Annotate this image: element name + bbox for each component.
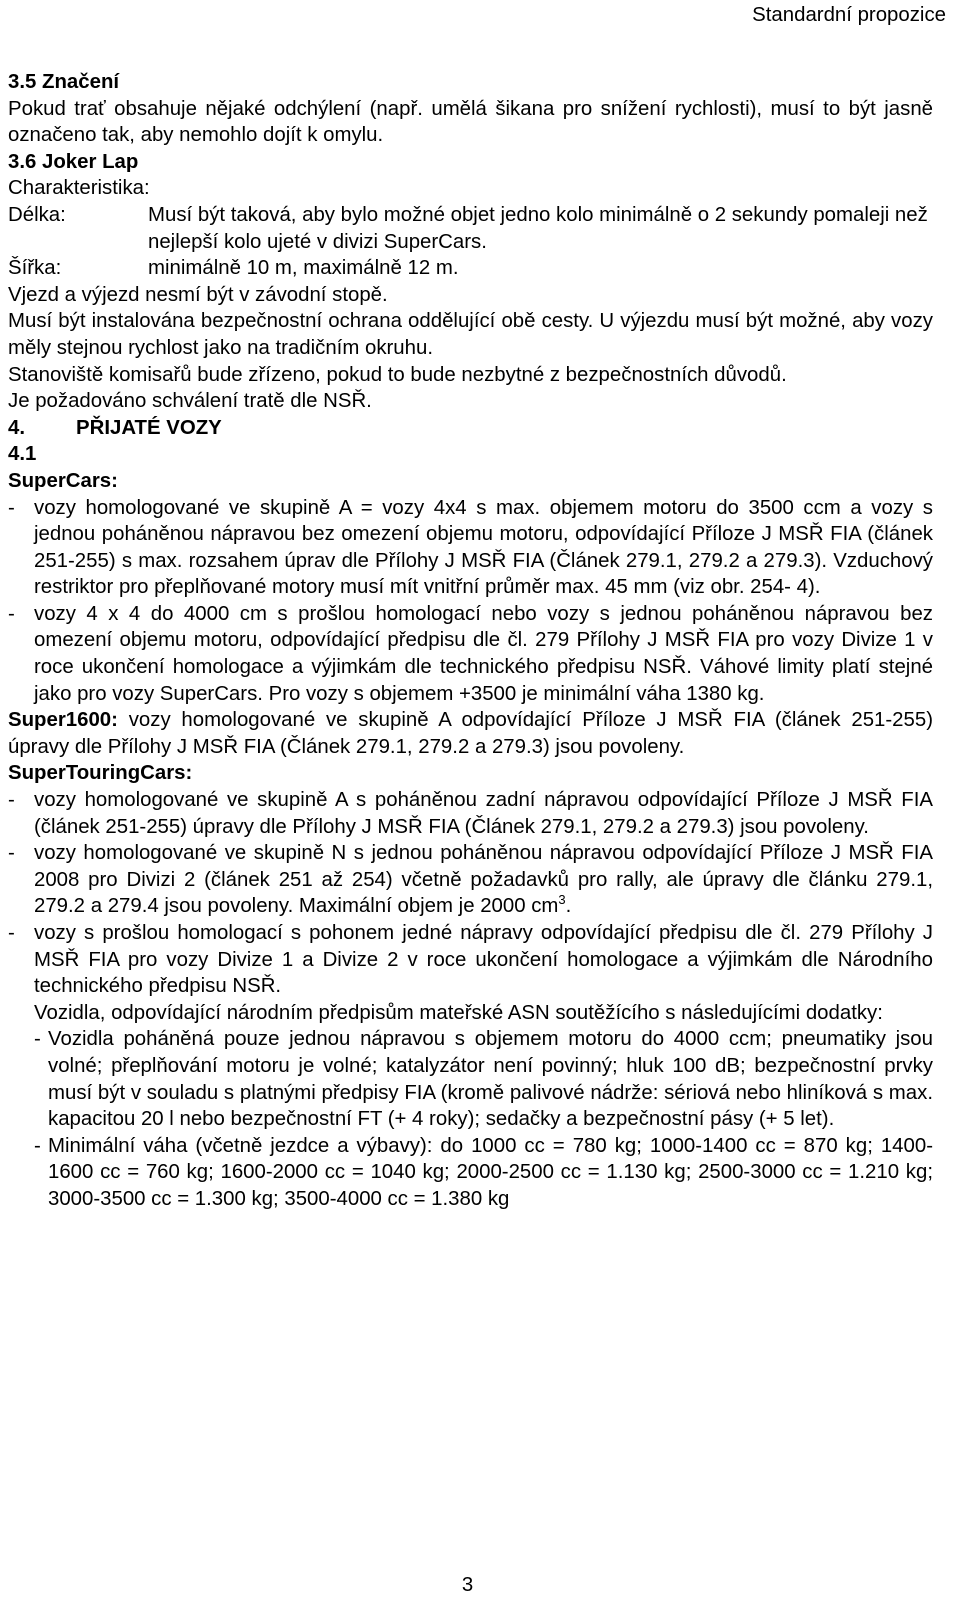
list-item: [8, 920, 933, 1000]
list-item: [8, 840, 933, 920]
list-dash: -: [8, 496, 15, 519]
section-3-6-title: 3.6 Joker Lap: [8, 150, 139, 173]
stc-item-1: vozy homologované ve skupině A s poháněnou zadní nápravou odpovídající Příloze J MSŘ FIA (článek 251-255) úpravy dle Přílohy J MSŘ FIA (Článek 279.1, 279.2 a 279.3) jsou povoleny.: [34, 789, 933, 838]
list-dash: -: [8, 602, 15, 625]
stc-item-2-end: .: [565, 895, 572, 918]
super1600-paragraph: [8, 707, 933, 760]
supertouringcars-title: SuperTouringCars:: [8, 762, 193, 785]
sub-list-item: [8, 1026, 933, 1132]
super1600-title: Super1600:: [8, 709, 118, 732]
stc-item-2: [34, 840, 933, 920]
width-row: [8, 255, 933, 282]
joker-paragraph-2: Musí být instalována bezpečnostní ochrana oddělující obě cesty. U výjezdu musí být možné, aby vozy měly stejnou rychlost jako na tradičním okruhu.: [8, 310, 933, 359]
document-body: [8, 69, 933, 1213]
width-label: Šířka:: [8, 257, 62, 280]
sub-list-dash: -: [34, 1134, 41, 1157]
supercars-item-2: vozy 4 x 4 do 4000 cm s prošlou homologací nebo vozy s jednou poháněnou nápravou bez omezení objemu motoru, odpovídající předpisu dle čl. 279 Přílohy J MSŘ FIA pro vozy Divize 1 v roce ukončení homologace a výjimkám dle technického předpisu NSŘ. Váhové limity platí stejné jako pro vozy SuperCars. Pro vozy s objemem +3500 je minimální váha 1380 kg.: [34, 602, 933, 705]
sub-item-2: Minimální váha (včetně jezdce a výbavy): do 1000 cc = 780 kg; 1000-1400 cc = 870 kg; 1400-1600 cc = 760 kg; 1600-2000 cc = 1040 kg; 2000-2500 cc = 1.130 kg; 2500-3000 cc = 1.210 kg; 3000-3500 cc = 1.300 kg; 3500-4000 cc = 1.380 kg: [48, 1134, 933, 1210]
section-4-1-number: 4.1: [8, 443, 37, 466]
characteristics-label: Charakteristika:: [8, 177, 150, 200]
list-dash: -: [8, 842, 15, 865]
sub-list-item: [8, 1133, 933, 1213]
super1600-text: vozy homologované ve skupině A odpovídající Příloze J MSŘ FIA (článek 251-255) úpravy dle Přílohy J MSŘ FIA (Článek 279.1, 279.2 a 279.3) jsou povoleny.: [8, 709, 933, 758]
joker-paragraph-4: Je požadováno schválení tratě dle NSŘ.: [8, 390, 372, 413]
stc-item-2-text: vozy homologované ve skupině N s jednou poháněnou nápravou odpovídající Příloze J MSŘ FIA 2008 pro Divizi 2 (článek 251 až 254) včetně požadavků pro rally, ale úpravy dle článku 279.1, 279.2 a 279.4 jsou povoleny. Maximální objem je 2000 cm: [34, 842, 933, 918]
list-dash: -: [8, 789, 15, 812]
section-4-number: 4.: [8, 416, 26, 439]
page-header: Standardní propozice: [752, 4, 946, 26]
list-item: [8, 495, 933, 601]
page-number: 3: [461, 1574, 474, 1596]
cubic-superscript: 3: [558, 892, 566, 908]
list-dash: -: [8, 922, 15, 944]
length-label: Délka:: [8, 203, 66, 226]
supercars-title: SuperCars:: [8, 469, 118, 492]
vozidla-paragraph: Vozidla, odpovídající národním předpisům mateřské ASN soutěžícího s následujícími dodatky:: [34, 1001, 883, 1024]
joker-paragraph-1: Vjezd a výjezd nesmí být v závodní stopě.: [8, 283, 388, 306]
stc-item-3: vozy s prošlou homologací s pohonem jedné nápravy odpovídající předpisu dle čl. 279 Přílohy J MSŘ FIA pro vozy Divize 1 a Divize 2 v roce ukončení homologace a výjimkám dle Národního technického předpisu NSŘ.: [34, 922, 933, 998]
length-value: Musí být taková, aby bylo možné objet jedno kolo minimálně o 2 sekundy pomaleji než nejlepší kolo ujeté v divizi SuperCars.: [148, 203, 928, 253]
width-value: minimálně 10 m, maximálně 12 m.: [148, 257, 459, 280]
list-item: [8, 787, 933, 840]
section-4-title: PŘIJATÉ VOZY: [76, 416, 222, 439]
joker-paragraph-3: Stanoviště komisařů bude zřízeno, pokud to bude nezbytné z bezpečnostních důvodů.: [8, 363, 787, 386]
supercars-item-1: vozy homologované ve skupině A = vozy 4x4 s max. objemem motoru do 3500 ccm a vozy s jednou poháněnou nápravou bez omezení objemu motoru, odpovídající Příloze J MSŘ FIA (článek 251-255) s max. rozsahem úprav dle Přílohy J MSŘ FIA (Článek 279.1, 279.2 a 279.3). Vzduchový restriktor pro přeplňované motory musí mít vnitřní průměr max. 45 mm (viz obr. 254- 4).: [34, 496, 933, 599]
sub-item-1: Vozidla poháněná pouze jednou nápravou s objemem motoru do 4000 ccm; pneumatiky jsou volné; přeplňování motoru je volné; katalyzátor není povinný; hluk 100 dB; bezpečnostní prvky musí být v souladu s platnými předpisy FIA (kromě palivové nádrže: sériová nebo hliníková s max. kapacitou 20 l nebo bezpečnostní FT (+ 4 roky); sedačky a bezpečnostní pásy (+ 5 let).: [48, 1028, 933, 1131]
length-row: [8, 202, 933, 255]
section-4-heading: [8, 415, 933, 442]
section-3-5-text: Pokud trať obsahuje nějaké odchýlení (např. umělá šikana pro snížení rychlosti), musí to být jasně označeno tak, aby nemohlo dojít k omylu.: [8, 97, 933, 147]
list-item: [8, 601, 933, 707]
sub-list-dash: -: [34, 1028, 41, 1051]
section-3-5-title: 3.5 Značení: [8, 71, 120, 93]
